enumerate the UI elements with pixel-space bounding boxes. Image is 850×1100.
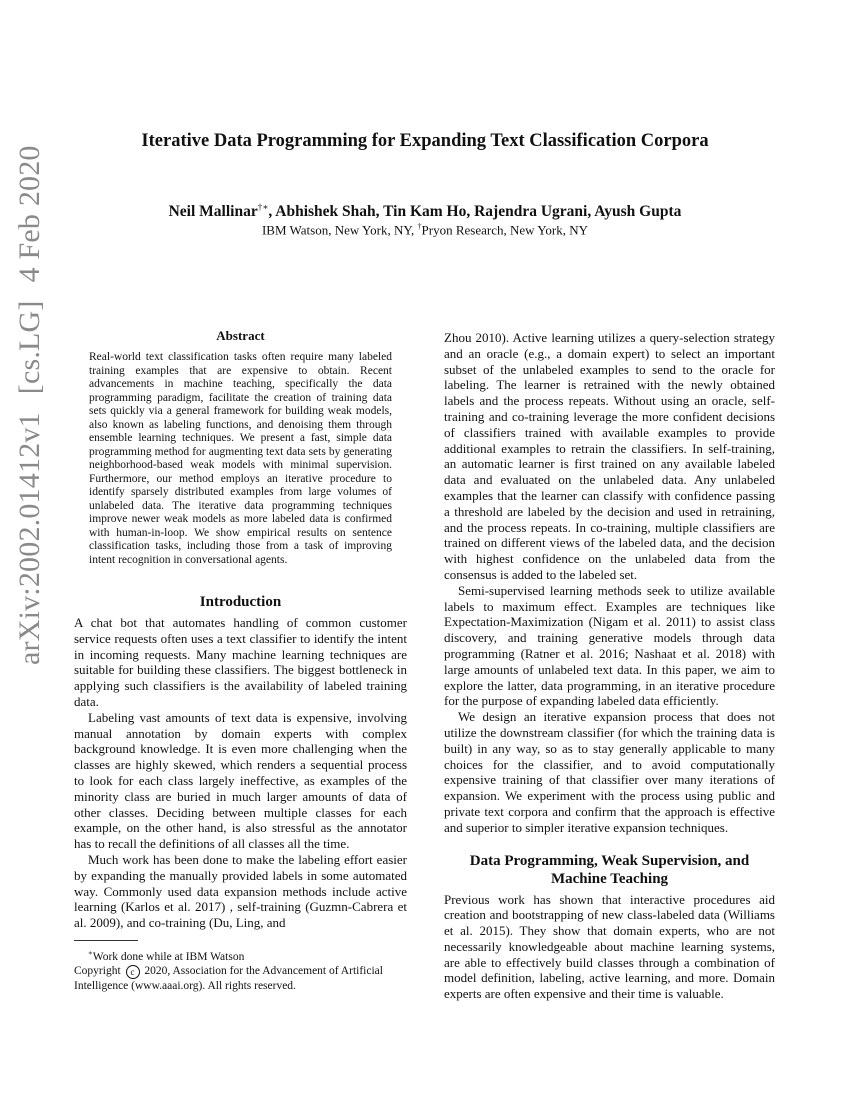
affiliation-mark: †	[417, 222, 422, 231]
paper-title: Iterative Data Programming for Expanding Text Classification Corpora	[141, 131, 709, 151]
related-paragraph-1: Previous work has shown that interactive procedures aid creation and bootstrapping of new class-labeled data (Williams et al. 2015). They show that domain experts, who are not necessarily knowledgeable about machine learning systems, are able to effectively build classes through a combination of model definition, labeling, active learning, and more. Domain experts are often expensive and their time is valuable.	[444, 891, 775, 1002]
other-authors: , Abhishek Shah, Tin Kam Ho, Rajendra Ugrani, Ayush Gupta	[268, 203, 682, 221]
footnote-mark: ∗	[88, 948, 93, 957]
right-column	[444, 330, 775, 1002]
intro-paragraph-3: Much work has been done to make the labeling effort easier by expanding the manually provided labels in some automated way. Commonly used data expansion methods include active learning (Karlos et al. 2017) , self-training (Guzmn-Cabrera et al. 2009), and co-training (Du, Ling, and	[74, 851, 407, 931]
footnotes	[74, 940, 407, 993]
copyright-notice: Copyright c 2020, Association for the Advancement of Artificial Intelligence (www.aaai.org). All rights reserved.	[74, 964, 383, 992]
arxiv-category: [cs.LG]	[13, 300, 46, 395]
affiliation-pryon: Pryon Research, New York, NY	[421, 222, 589, 238]
left-column	[74, 328, 407, 993]
intro-paragraph-5: We design an iterative expansion process that does not utilize the downstream classifier (for which the training data is built) in any way, so as to stay generally applicable to many choices for the classifier, and to avoid computationally expensive training of that classifier over many iterations of expansion. We experiment with the process using public and private text corpora and confirm that the approach is effective and superior to simpler iterative expansion techniques.	[444, 709, 775, 835]
arxiv-sidebar-identifier	[12, 145, 48, 665]
arxiv-date: 4 Feb 2020	[13, 145, 46, 283]
intro-paragraph-2: Labeling vast amounts of text data is expensive, involving manual annotation by domain experts with complex background knowledge. It is even more challenging when the classes are highly skewed, which renders a sequential process to look for each class largely ineffective, as examples of the minority class are buried in much larger amounts of data of other classes. Deciding between multiple classes for each example, on the other hand, is also stressful as the annotator has to recall the definitions of all classes all the time.	[74, 709, 407, 852]
introduction-heading: Introduction	[199, 594, 282, 610]
affiliation-ibm: IBM Watson, New York, NY,	[261, 222, 415, 238]
footnote-rule	[74, 940, 138, 941]
intro-paragraph-4: Semi-supervised learning methods seek to utilize available labels to maximum effect. Examples are techniques like Expectation-Maximization (Nigam et al. 2011) to assist class discovery, and training generative models through data programming (Ratner et al. 2016; Nashaat et al. 2018) with large amounts of unlabeled text data. In this paper, we aim to explore the latter, data programming, in an iterative procedure for the purpose of expanding labeled data efficiently.	[444, 582, 775, 709]
abstract-heading: Abstract	[216, 328, 265, 343]
intro-paragraph-1: A chat bot that automates handling of common customer service requests often uses a text classifier to identify the intent in incoming requests. Many machine learning techniques are suitable for building these classifiers. The biggest bottleneck in applying such classifiers is the availability of labeled training data.	[74, 615, 407, 709]
affiliations	[0, 222, 850, 238]
footnote-work: ∗Work done while at IBM Watson	[88, 948, 245, 963]
arxiv-id: arXiv:2002.01412v1	[13, 412, 46, 665]
copyright-symbol: c	[126, 965, 140, 979]
first-author-marks: †∗	[257, 202, 269, 212]
abstract-text: Real-world text classification tasks often require many labeled training examples that are expensive to obtain. Recent advancements in machine teaching, specifically the data programming paradigm, facilitate the creation of training data sets quickly via a general framework for building weak models, also known as labeling functions, and denoising them through ensemble learning techniques. We present a fast, simple data programming method for augmenting text data sets by generating neighborhood-based weak models with minimal supervision. Furthermore, our method employs an iterative procedure to identify sparsely distributed examples from large volumes of unlabeled data. The iterative data programming techniques improve newer weak models as more labeled data is confirmed with human-in-loop. We show empirical results on sentence classification tasks, including those from a task of improving intent recognition in conversational agents.	[89, 351, 392, 566]
intro-paragraph-3-continued: Zhou 2010). Active learning utilizes a query-selection strategy and an oracle (e.g., a domain expert) to select an important subset of the unlabeled examples to send to the oracle for labeling. The learner is retrained with the newly obtained labels and the process repeats. Without using an oracle, self-training and co-training leverage the more confident decisions of classifiers trained with available examples to provide additional examples to retrain the classifiers. In self-training, an automatic learner is first trained on any available labeled data and evaluated on the unlabeled data. Any unlabeled examples that the learner can classify with confidence passing a threshold are labeled by the decision and used in retraining, and the process repeats. In co-training, multiple classifiers are trained on different views of the labeled data, and the decision with highest confidence on the unlabeled data from the consensus is added to the labeled set.	[444, 330, 775, 582]
author-list	[0, 202, 850, 221]
related-work-heading: Data Programming, Weak Supervision, and Machine Teaching	[469, 852, 750, 887]
first-author: Neil Mallinar	[168, 203, 258, 221]
